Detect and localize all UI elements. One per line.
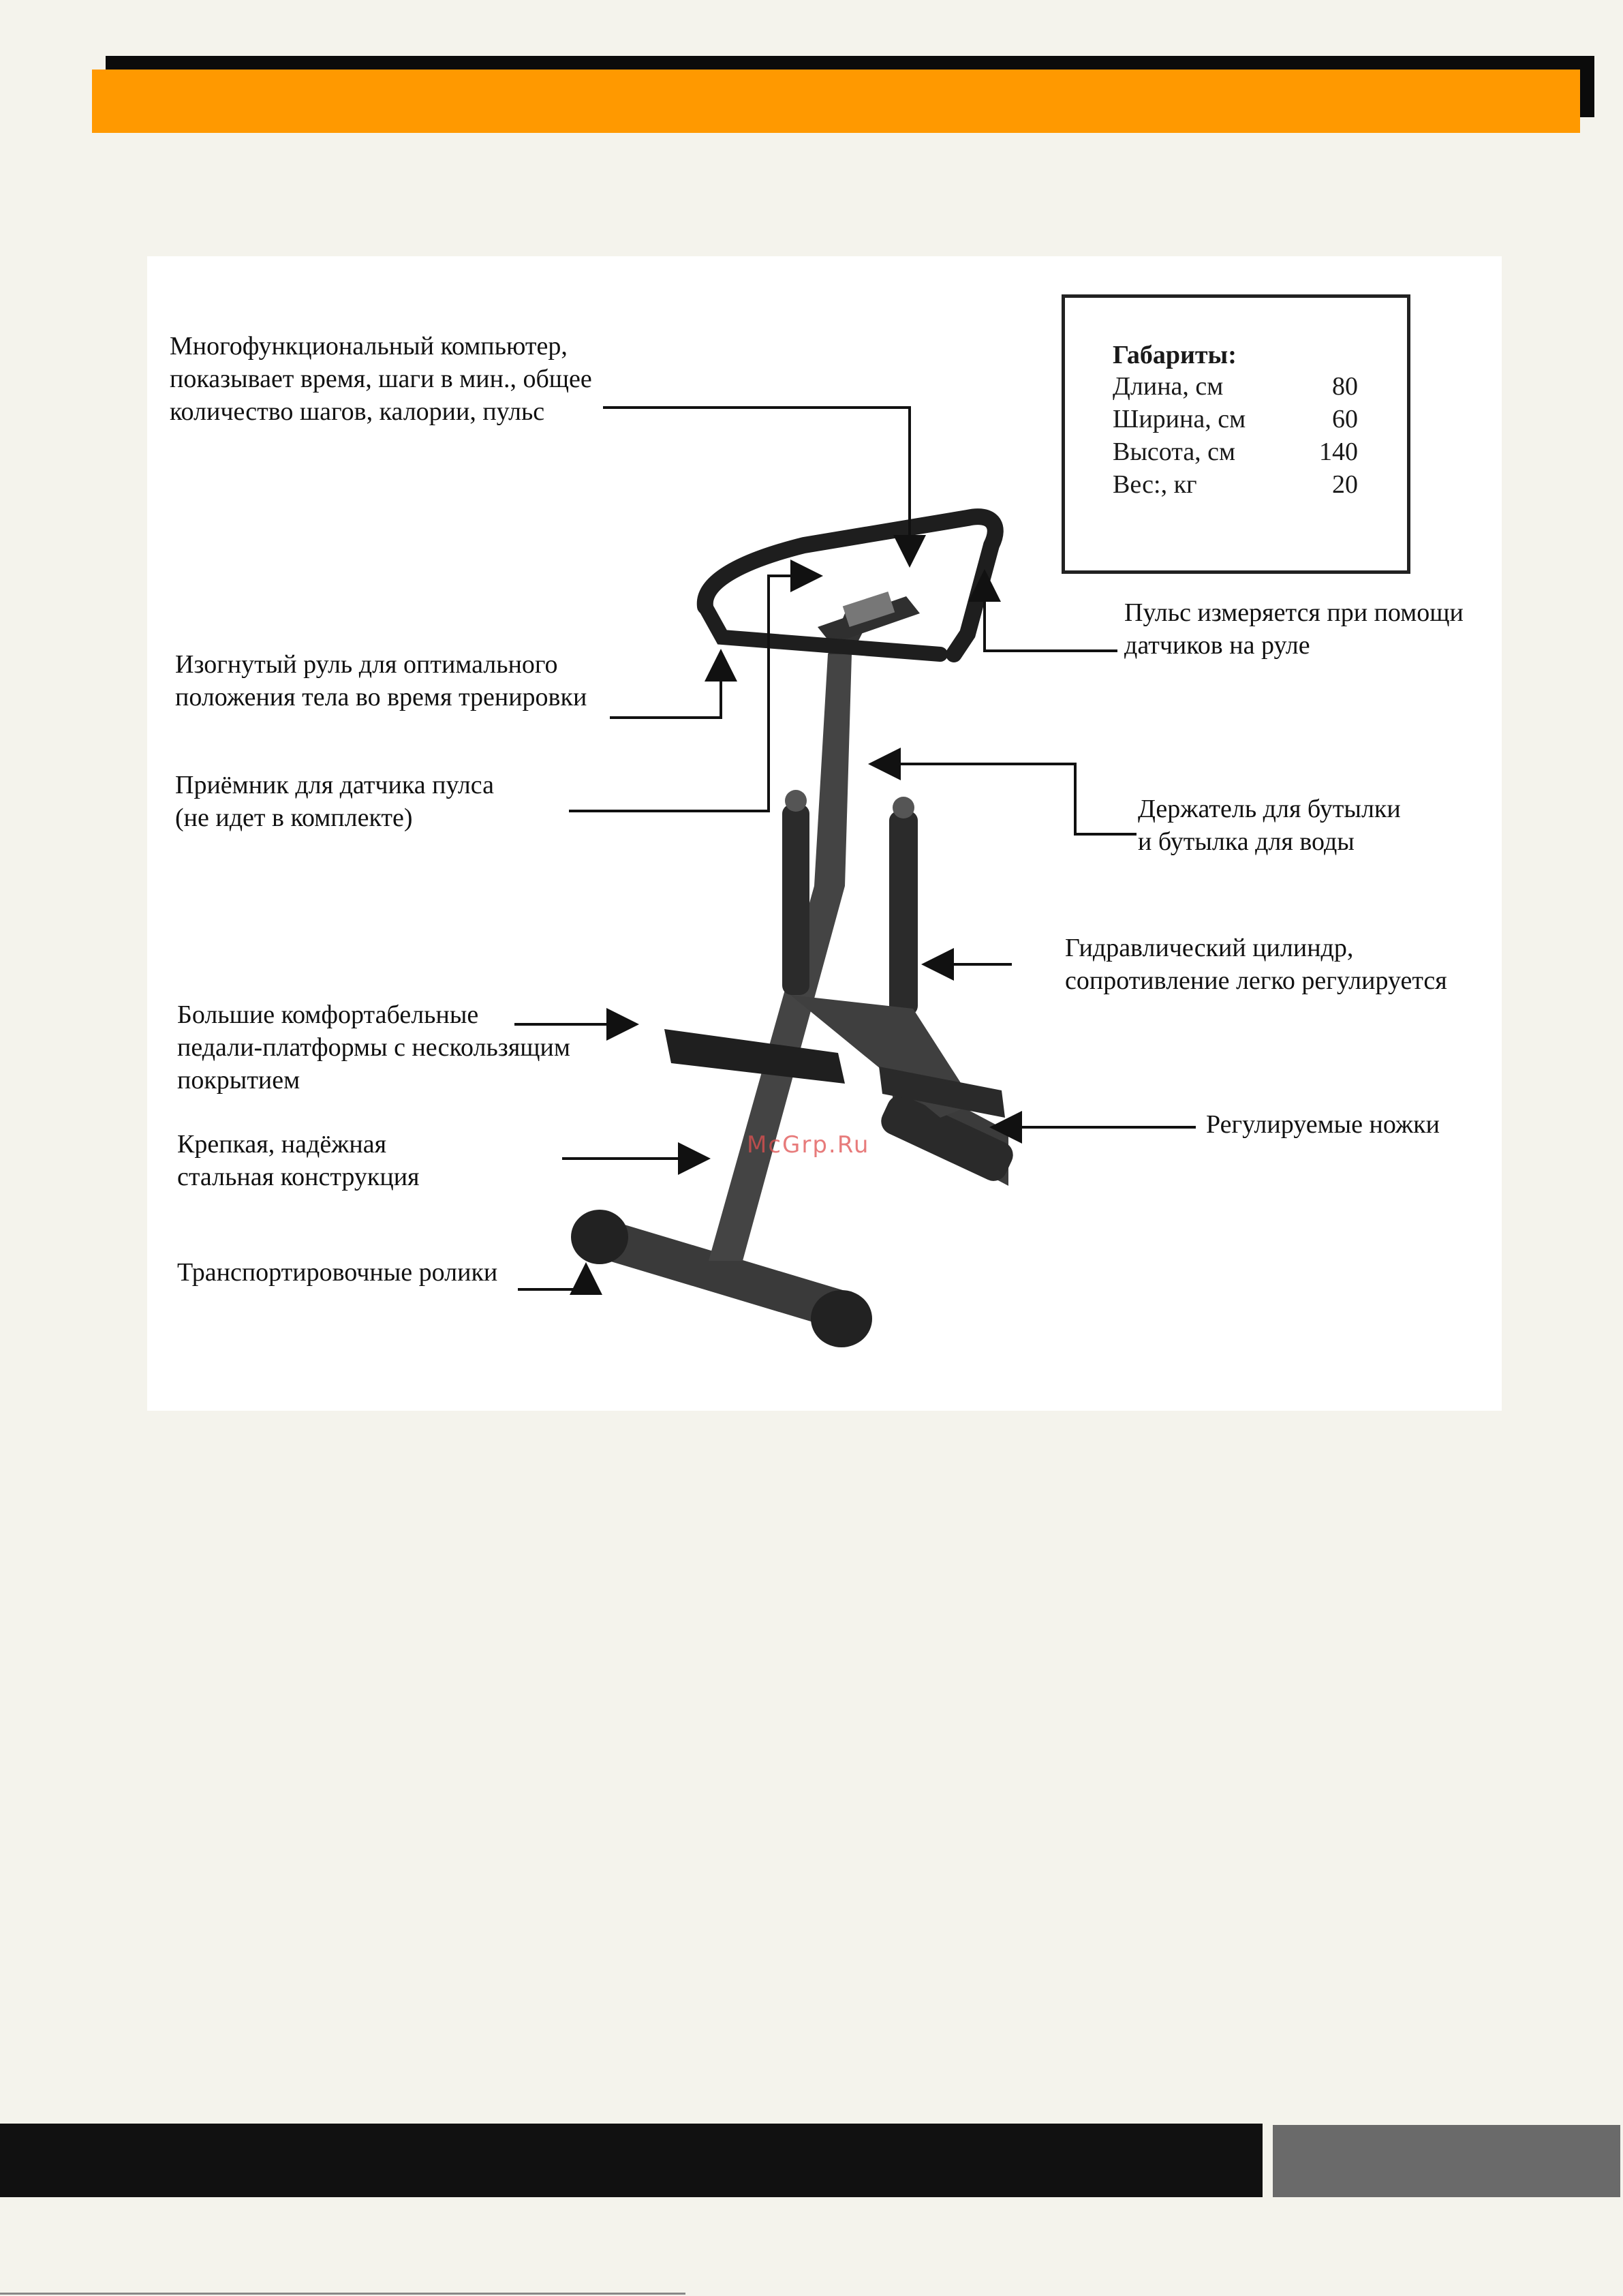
dimensions-row [1113, 371, 1358, 404]
stepper-machine [571, 517, 1017, 1347]
label-computer: Многофункциональный компьютер, показывает время, шаги в мин., общее количество шагов, калории, пульс [170, 332, 592, 426]
label-handlebar: Изогнутый руль для оптимального положения тела во время тренировки [175, 650, 587, 711]
dimension-name: Длина, см [1113, 372, 1224, 401]
dimensions-box [1062, 294, 1410, 574]
dimension-name: Высота, см [1113, 438, 1236, 466]
footer-bar [0, 2124, 1263, 2197]
footer-page-box [1273, 2125, 1620, 2197]
dimensions-title: Габариты: [1113, 341, 1237, 369]
watermark: McGrp.Ru [747, 1131, 870, 1159]
label-receiver: Приёмник для датчика пулса (не идет в комплекте) [175, 771, 494, 832]
label-cylinder: Гидравлический цилиндр, сопротивление легко регулируется [1065, 934, 1447, 995]
label-rollers: Транспортировочные ролики [177, 1258, 498, 1287]
dimension-name: Вес:, кг [1113, 470, 1197, 499]
dimensions-row [1113, 404, 1358, 437]
dimensions-row [1113, 437, 1358, 470]
dimensions-row [1113, 470, 1358, 502]
label-feet: Регулируемые ножки [1206, 1110, 1440, 1139]
dimension-name: Ширина, см [1113, 405, 1246, 433]
label-pedals: Большие комфортабельные педали-платформы с нескользящим покрытием [177, 1000, 570, 1095]
dimension-value: 20 [1332, 470, 1358, 499]
label-construction: Крепкая, надёжная стальная конструкция [177, 1130, 420, 1191]
label-bottle-holder: Держатель для бутылки и бутылка для воды [1138, 795, 1401, 856]
label-pulse-sensors: Пульс измеряется при помощи датчиков на руле [1124, 598, 1464, 660]
dimension-value: 80 [1332, 372, 1358, 401]
bottom-rule [0, 2293, 685, 2295]
dimension-value: 60 [1332, 405, 1358, 433]
dimension-value: 140 [1319, 438, 1358, 466]
